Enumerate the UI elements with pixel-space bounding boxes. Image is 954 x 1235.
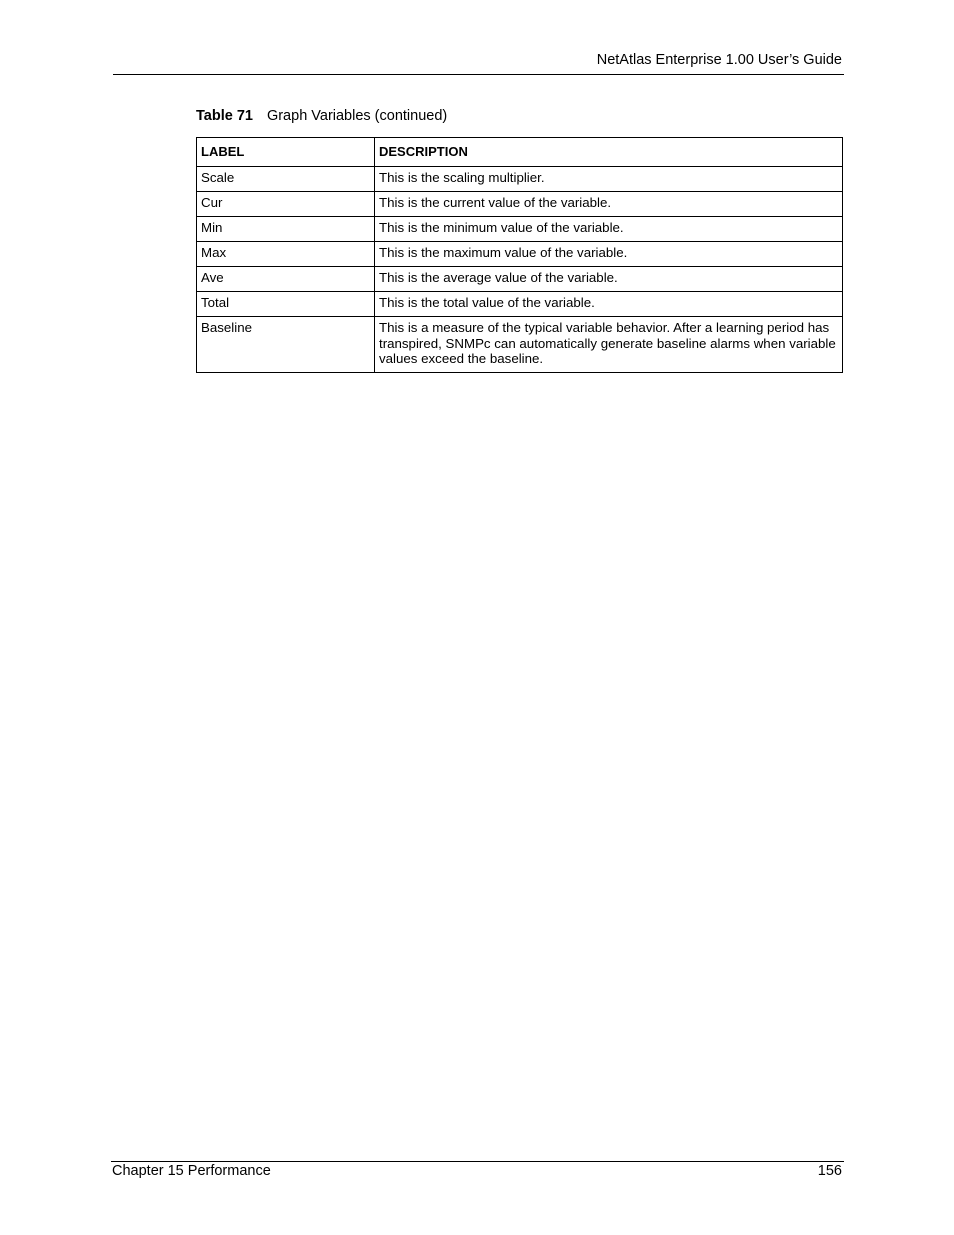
table-header-row [197, 138, 843, 167]
table-row [197, 167, 843, 192]
row-description: This is a measure of the typical variable behavior. After a learning period has transpired, SNMPc can automatically generate baseline alarms when variable values exceed the baseline. [375, 317, 843, 373]
page-header [113, 50, 844, 75]
table-row [197, 192, 843, 217]
row-description: This is the scaling multiplier. [375, 167, 843, 192]
graph-variables-table [196, 137, 843, 373]
row-label: Max [197, 242, 375, 267]
table-row [197, 317, 843, 373]
table-row [197, 292, 843, 317]
row-label: Total [197, 292, 375, 317]
row-label: Min [197, 217, 375, 242]
row-label: Scale [197, 167, 375, 192]
row-description: This is the current value of the variable. [375, 192, 843, 217]
table-number: Table 71 [196, 108, 253, 124]
column-header-description: DESCRIPTION [375, 138, 843, 167]
column-header-label: LABEL [197, 138, 375, 167]
row-description: This is the average value of the variable. [375, 267, 843, 292]
chapter-title: Chapter 15 Performance [112, 1163, 271, 1179]
row-description: This is the minimum value of the variable. [375, 217, 843, 242]
table-title: Graph Variables (continued) [266, 108, 448, 124]
table-row [197, 217, 843, 242]
table-row [197, 267, 843, 292]
row-label: Baseline [197, 317, 375, 373]
row-description: This is the maximum value of the variable. [375, 242, 843, 267]
page-footer [111, 1161, 844, 1184]
table-row [197, 242, 843, 267]
row-label: Ave [197, 267, 375, 292]
row-description: This is the total value of the variable. [375, 292, 843, 317]
table-caption [196, 108, 447, 124]
document-title: NetAtlas Enterprise 1.00 User’s Guide [596, 52, 842, 68]
row-label: Cur [197, 192, 375, 217]
page-number: 156 [817, 1163, 842, 1179]
